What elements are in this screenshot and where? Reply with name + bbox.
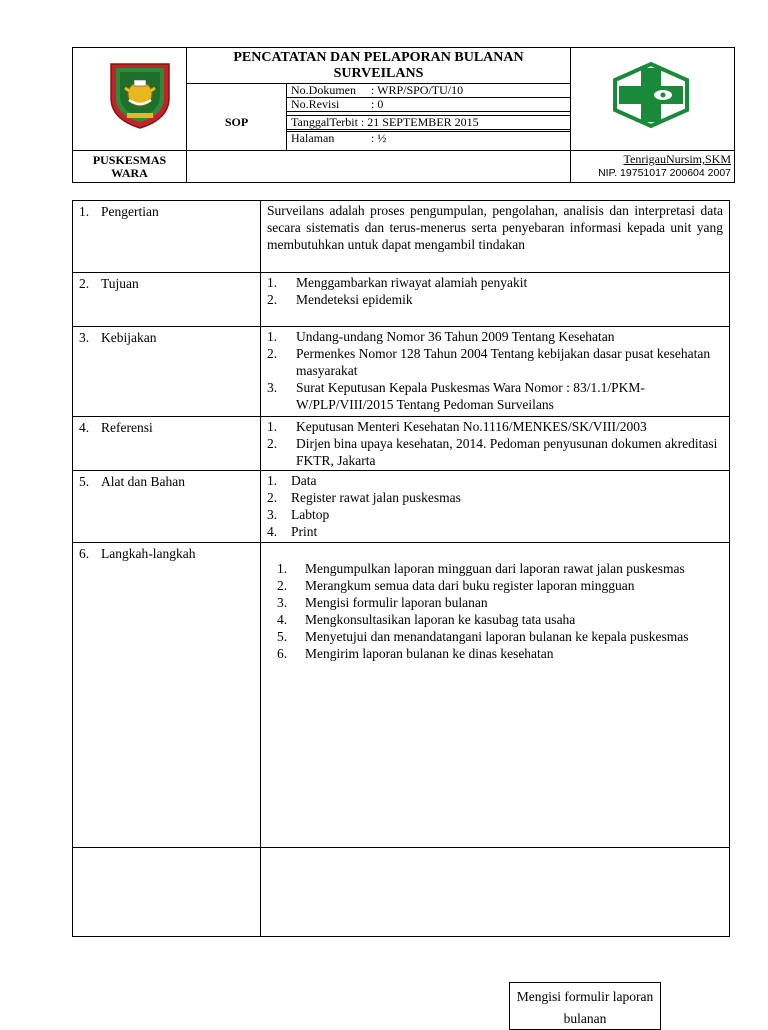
section-label-referensi xyxy=(72,416,261,471)
signatory-name: TenrigauNursim,SKM xyxy=(623,152,731,166)
step-item: 1. Mengumpulkan laporan mingguan dari laporan rawat jalan puskesmas xyxy=(277,561,685,576)
meta-row-document-number xyxy=(286,83,571,98)
section-content-alat-dan-bahan xyxy=(260,470,730,543)
section-label: Pengertian xyxy=(101,204,159,219)
meta-row-page xyxy=(286,131,571,146)
section-label-kebijakan xyxy=(72,326,261,417)
meta-value: : WRP/SPO/TU/10 xyxy=(371,83,464,97)
sop-label: SOP xyxy=(186,83,287,151)
list-item: 2. Permenkes Nomor 128 Tahun 2004 Tentang kebijakan dasar pusat kesehatan masyarakat xyxy=(267,346,711,378)
signatory-nip: NIP. 19751017 200604 2007 xyxy=(598,167,731,179)
meta-label: No.Dokumen xyxy=(291,83,356,97)
section-number: 4. xyxy=(79,420,90,435)
section-number: 6. xyxy=(79,546,90,561)
step-item: 2. Merangkum semua data dari buku register laporan mingguan xyxy=(277,578,635,593)
signatory-block xyxy=(570,150,735,183)
organization-name xyxy=(72,150,187,183)
district-emblem-icon xyxy=(105,58,175,130)
section-number: 2. xyxy=(79,276,90,291)
section-label-langkah-langkah xyxy=(72,542,261,848)
section-number: 1. xyxy=(79,204,90,219)
meta-label: Halaman xyxy=(291,131,335,145)
meta-label: TanggalTerbit xyxy=(291,115,358,129)
step-item: 3. Mengisi formulir laporan bulanan xyxy=(277,595,488,610)
section-label: Alat dan Bahan xyxy=(101,474,185,489)
health-logo-cell xyxy=(570,47,735,151)
meta-value: : 0 xyxy=(371,97,384,111)
list-item: 1. Data xyxy=(267,473,317,488)
empty-content-cell xyxy=(260,847,730,937)
flowchart-box: Mengisi formulir laporan bulanan xyxy=(509,982,661,1030)
list-item: 1. Menggambarkan riwayat alamiah penyakit xyxy=(267,275,528,290)
step-item: 5. Menyetujui dan menandatangani laporan bulanan ke kepala puskesmas xyxy=(277,629,689,644)
organization-line-2: WARA xyxy=(111,166,148,180)
empty-label-cell xyxy=(72,847,261,937)
document-title: PENCATATAN DAN PELAPORAN BULANAN SURVEILANS xyxy=(186,47,571,84)
section-number: 3. xyxy=(79,330,90,345)
section-content-referensi xyxy=(260,416,730,471)
step-item: 4. Mengkonsultasikan laporan ke kasubag tata usaha xyxy=(277,612,576,627)
section-label: Langkah-langkah xyxy=(101,546,196,561)
header-empty-cell xyxy=(186,150,571,183)
organization-line-1: PUSKESMAS xyxy=(92,153,167,167)
section-label: Kebijakan xyxy=(101,330,157,345)
section-content-tujuan xyxy=(260,272,730,327)
meta-value: : 21 SEPTEMBER 2015 xyxy=(360,115,479,129)
section-label-pengertian xyxy=(72,200,261,273)
meta-row-revision xyxy=(286,97,571,112)
list-item: 1. Undang-undang Nomor 36 Tahun 2009 Tentang Kesehatan xyxy=(267,329,615,344)
meta-row-issue-date xyxy=(286,115,571,130)
step-item: 6. Mengirim laporan bulanan ke dinas kesehatan xyxy=(277,646,554,661)
header-logo-cell xyxy=(72,47,187,151)
list-item: 4. Print xyxy=(267,524,318,539)
list-item: 1. Keputusan Menteri Kesehatan No.1116/MENKES/SK/VIII/2003 xyxy=(267,419,647,434)
section-label: Referensi xyxy=(101,420,153,435)
list-item: 2. Dirjen bina upaya kesehatan, 2014. Pedoman penyusunan dokumen akreditasi FKTR, Jakarta xyxy=(267,436,718,468)
meta-value: : ½ xyxy=(371,131,387,145)
section-label-alat-dan-bahan xyxy=(72,470,261,543)
section-content-langkah-langkah xyxy=(260,542,730,848)
list-item: 2. Register rawat jalan puskesmas xyxy=(267,490,461,505)
list-item: 3. Surat Keputusan Kepala Puskesmas Wara Nomor : 83/1.1/PKM-W/PLP/VIII/2015 Tentang Pedoman Surveilans xyxy=(267,380,645,412)
section-number: 5. xyxy=(79,474,90,489)
list-item: 2. Mendeteksi epidemik xyxy=(267,292,413,307)
puskesmas-cross-icon xyxy=(611,62,691,128)
meta-label: No.Revisi xyxy=(291,97,340,111)
list-item: 3. Labtop xyxy=(267,507,330,522)
section-label-tujuan xyxy=(72,272,261,327)
section-content-pengertian: Surveilans adalah proses pengumpulan, pengolahan, analisis dan interpretasi data secara sistematis dan terus-menerus serta penyebaran informasi kepada unit yang membutuhkan untuk dapat mengambil tindakan xyxy=(260,200,730,273)
section-content-kebijakan xyxy=(260,326,730,417)
section-label: Tujuan xyxy=(101,276,139,291)
